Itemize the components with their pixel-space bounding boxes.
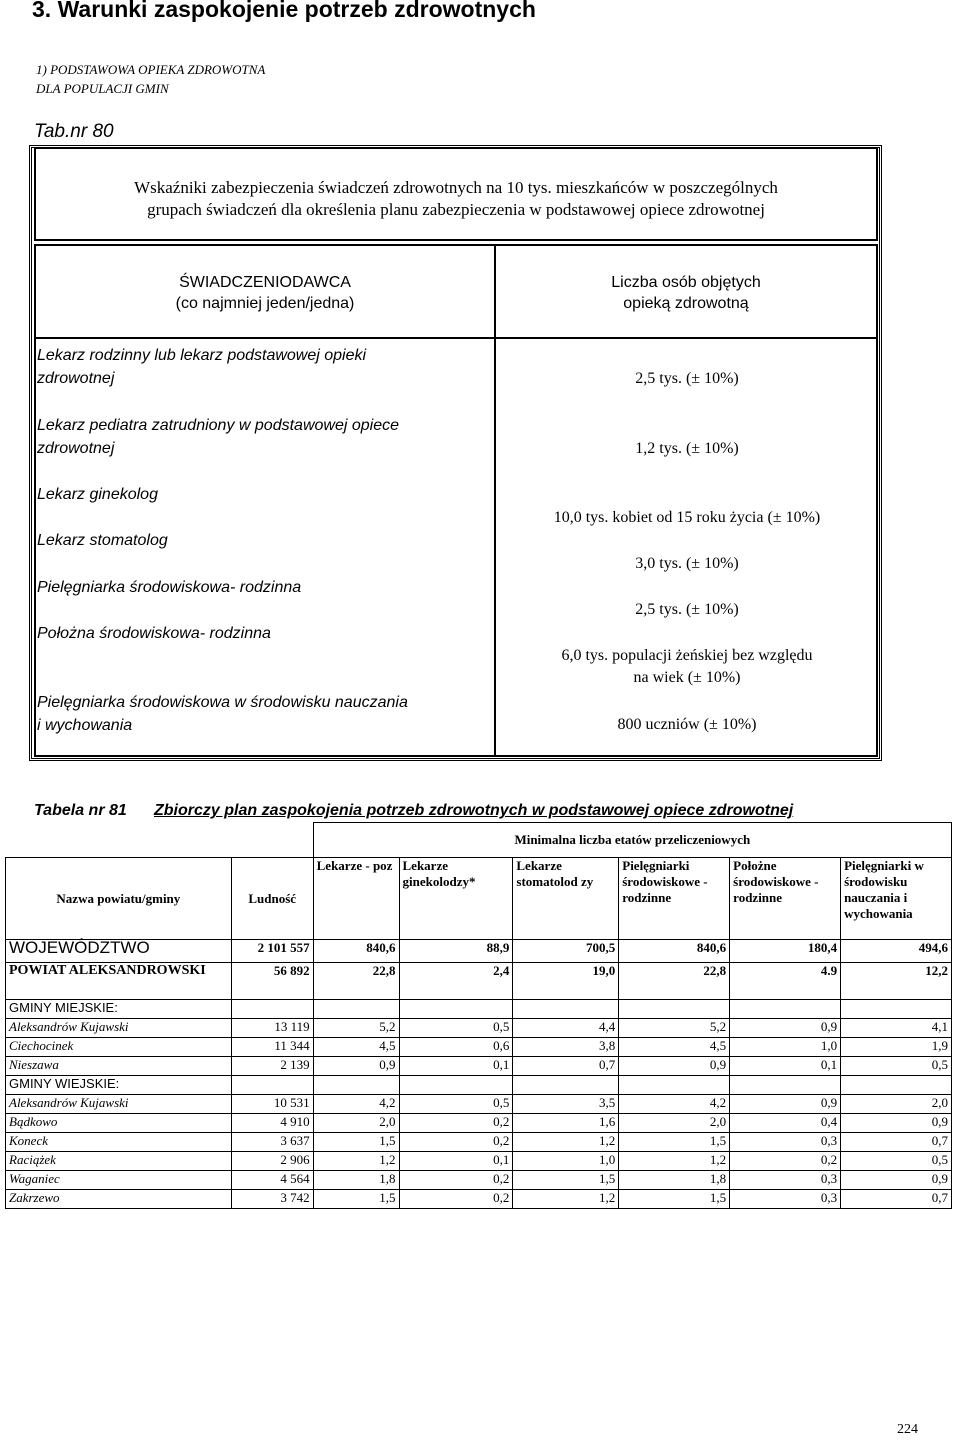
table-cell: 1,2 xyxy=(619,1152,730,1171)
rural-label-row: GMINY WIEJSKIE: xyxy=(6,1076,952,1095)
population-dentist: 3,0 tys. (± 10%) xyxy=(635,555,739,572)
table-cell: 0,9 xyxy=(313,1057,399,1076)
table-cell: 4,2 xyxy=(313,1095,399,1114)
table-cell: 0,2 xyxy=(399,1133,513,1152)
tab80-population-header: Liczba osób objętych opieką zdrowotną xyxy=(496,244,878,339)
table-cell: 1,2 xyxy=(513,1190,619,1209)
table-cell: 4,1 xyxy=(841,1019,952,1038)
tab80-title: Wskaźniki zabezpieczenia świadczeń zdrowotnych na 10 tys. mieszkańców w poszczególnych grupach świadczeń dla określenia planu zabezpieczenia w podstawowej opiece zdrowotnej xyxy=(34,147,878,241)
population-school-nurse: 800 uczniów (± 10%) xyxy=(617,716,757,733)
table-cell: 2 906 xyxy=(231,1152,313,1171)
table-cell: 0,1 xyxy=(399,1152,513,1171)
subsection-heading: 1) PODSTAWOWA OPIEKA ZDROWOTNA DLA POPULACJI GMIN xyxy=(36,62,266,96)
table-cell: 1,2 xyxy=(513,1133,619,1152)
table-cell: 1,8 xyxy=(313,1171,399,1190)
table-cell: 0,2 xyxy=(399,1190,513,1209)
table-cell: 0,5 xyxy=(841,1057,952,1076)
provider-pediatrician: Lekarz pediatra zatrudniony w podstawowej opiece zdrowotnej xyxy=(37,417,399,457)
population-community-nurse: 2,5 tys. (± 10%) xyxy=(635,601,739,618)
table-cell: 0,7 xyxy=(841,1133,952,1152)
table-cell: 0,1 xyxy=(730,1057,841,1076)
table-cell: 2 139 xyxy=(231,1057,313,1076)
population-family-doctor: 2,5 tys. (± 10%) xyxy=(635,370,739,387)
gmina-name: Waganiec xyxy=(6,1171,232,1190)
gmina-name: Koneck xyxy=(6,1133,232,1152)
table-cell: 0,7 xyxy=(513,1057,619,1076)
tab80-provider-header: ŚWIADCZENIODAWCA (co najmniej jeden/jedna) xyxy=(34,244,496,339)
table-cell: 1,6 xyxy=(513,1114,619,1133)
table-cell: 0,2 xyxy=(730,1152,841,1171)
table-cell: 0,2 xyxy=(399,1114,513,1133)
rural-gmina-row xyxy=(6,1095,952,1114)
table-cell: 0,5 xyxy=(399,1019,513,1038)
urban-rows xyxy=(6,1019,952,1076)
table-cell: 1,9 xyxy=(841,1038,952,1057)
table-cell: 0,2 xyxy=(399,1171,513,1190)
table-cell: 0,4 xyxy=(730,1114,841,1133)
table-cell: 2,0 xyxy=(313,1114,399,1133)
population-midwife: 6,0 tys. populacji żeńskiej bez względu na wiek (± 10%) xyxy=(561,647,813,686)
population-gynecologist: 10,0 tys. kobiet od 15 roku życia (± 10%) xyxy=(553,509,821,526)
table-cell: 3,5 xyxy=(513,1095,619,1114)
population-pediatrician: 1,2 tys. (± 10%) xyxy=(635,440,739,457)
gmina-name: Nieszawa xyxy=(6,1057,232,1076)
rural-gmina-row xyxy=(6,1114,952,1133)
table-cell: 5,2 xyxy=(313,1019,399,1038)
gmina-name: Raciążek xyxy=(6,1152,232,1171)
table-cell: 0,9 xyxy=(841,1171,952,1190)
provider-school-nurse: Pielęgniarka środowiskowa w środowisku nauczania i wychowania xyxy=(37,694,408,734)
table-cell: 0,9 xyxy=(619,1057,730,1076)
table-cell: 0,3 xyxy=(730,1190,841,1209)
table-cell: 5,2 xyxy=(619,1019,730,1038)
table-cell: 1,8 xyxy=(619,1171,730,1190)
gmina-name: Ciechocinek xyxy=(6,1038,232,1057)
provider-midwife: Położna środowiskowa- rodzinna xyxy=(37,625,271,642)
tab81-title: Tabela nr 81 Zbiorczy plan zaspokojenia potrzeb zdrowotnych w podstawowej opiece zdrowotnej xyxy=(34,802,794,819)
table-cell: 0,1 xyxy=(399,1057,513,1076)
provider-community-nurse: Pielęgniarka środowiskowa- rodzinna xyxy=(37,579,302,596)
table-cell: 4,5 xyxy=(313,1038,399,1057)
table-cell: 0,9 xyxy=(730,1019,841,1038)
table-cell: 2,0 xyxy=(619,1114,730,1133)
table-cell: 3 637 xyxy=(231,1133,313,1152)
gmina-name: Zakrzewo xyxy=(6,1190,232,1209)
column-header-row: Nazwa powiatu/gminy Ludność Lekarze - poz Lekarze ginekolodzy* Lekarze stomatolod zy Pielęgniarki środowiskowe -rodzinne Położne środowiskowe - rodzinne Pielęgniarki w środowisku nauczania i wychowania xyxy=(6,858,952,940)
table-cell: 10 531 xyxy=(231,1095,313,1114)
table-cell: 3 742 xyxy=(231,1190,313,1209)
rural-gmina-row xyxy=(6,1133,952,1152)
gmina-name: Aleksandrów Kujawski xyxy=(6,1019,232,1038)
table-cell: 2,0 xyxy=(841,1095,952,1114)
table-cell: 0,5 xyxy=(841,1152,952,1171)
group-header-row: Minimalna liczba etatów przeliczeniowych xyxy=(6,823,952,858)
table-cell: 1,5 xyxy=(313,1133,399,1152)
table-cell: 3,8 xyxy=(513,1038,619,1057)
table-cell: 0,5 xyxy=(399,1095,513,1114)
table-cell: 1,5 xyxy=(619,1190,730,1209)
gmina-name: Bądkowo xyxy=(6,1114,232,1133)
table-cell: 1,0 xyxy=(513,1152,619,1171)
tab81-table xyxy=(5,822,952,1209)
table-cell: 4,4 xyxy=(513,1019,619,1038)
table-cell: 4,2 xyxy=(619,1095,730,1114)
urban-gmina-row xyxy=(6,1019,952,1038)
table-cell: 1,5 xyxy=(313,1190,399,1209)
gmina-name: Aleksandrów Kujawski xyxy=(6,1095,232,1114)
tab80-population-column xyxy=(496,339,878,757)
table-cell: 0,9 xyxy=(730,1095,841,1114)
rural-gmina-row xyxy=(6,1171,952,1190)
rural-gmina-row xyxy=(6,1190,952,1209)
urban-gmina-row xyxy=(6,1057,952,1076)
table-cell: 0,3 xyxy=(730,1133,841,1152)
table-cell: 0,9 xyxy=(841,1114,952,1133)
table-cell: 1,0 xyxy=(730,1038,841,1057)
table-cell: 11 344 xyxy=(231,1038,313,1057)
page-number: 224 xyxy=(897,1422,918,1437)
voivodeship-row: WOJEWÓDZTWO 2 101 557 840,6 88,9 700,5 840,6 180,4 494,6 xyxy=(6,940,952,963)
table-cell: 1,5 xyxy=(513,1171,619,1190)
section-title: 3. Warunki zaspokojenie potrzeb zdrowotnych xyxy=(32,0,536,22)
table-cell: 1,5 xyxy=(619,1133,730,1152)
table-cell: 0,6 xyxy=(399,1038,513,1057)
provider-family-doctor: Lekarz rodzinny lub lekarz podstawowej opieki zdrowotnej xyxy=(37,347,367,387)
table-cell: 0,7 xyxy=(841,1190,952,1209)
table-cell: 0,3 xyxy=(730,1171,841,1190)
tab80-label: Tab.nr 80 xyxy=(34,121,114,142)
powiat-row: POWIAT ALEKSANDROWSKI 56 892 22,8 2,4 19,0 22,8 4.9 12,2 xyxy=(6,963,952,1000)
table-cell: 4,5 xyxy=(619,1038,730,1057)
table-cell: 4 564 xyxy=(231,1171,313,1190)
provider-dentist: Lekarz stomatolog xyxy=(37,532,168,549)
urban-label-row: GMINY MIEJSKIE: xyxy=(6,1000,952,1019)
table-cell: 1,2 xyxy=(313,1152,399,1171)
urban-gmina-row xyxy=(6,1038,952,1057)
rural-gmina-row xyxy=(6,1152,952,1171)
provider-gynecologist: Lekarz ginekolog xyxy=(37,486,158,503)
table-cell: 13 119 xyxy=(231,1019,313,1038)
rural-rows xyxy=(6,1095,952,1209)
table-cell: 4 910 xyxy=(231,1114,313,1133)
